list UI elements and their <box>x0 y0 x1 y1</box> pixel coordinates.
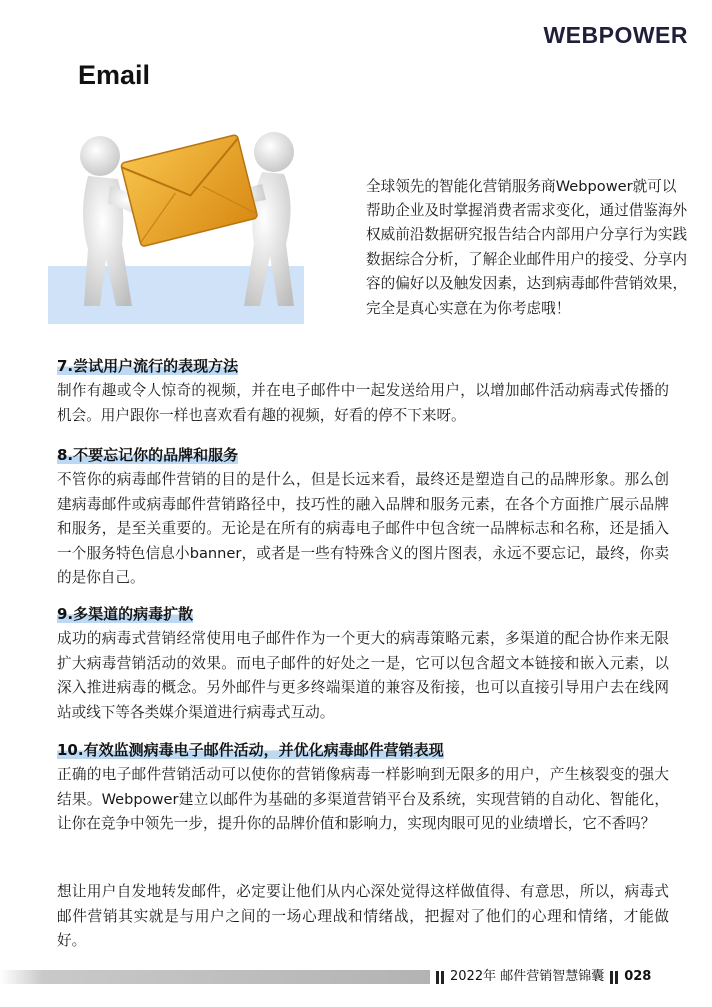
intro-paragraph: 全球领先的智能化营销服务商Webpower就可以帮助企业及时掌握消费者需求变化，通过借鉴海外权威前沿数据研究报告结合内部用户分享行为实践数据综合分析，了解企业邮件用户的接受、分享内容的偏好以及触发因素，达到病毒邮件营销效果，完全是真心实意在为你考虑哦！ <box>366 177 688 317</box>
section-heading: 10.有效监测病毒电子邮件活动，并优化病毒邮件营销表现 <box>57 741 444 759</box>
section-7 <box>57 354 669 428</box>
section-9 <box>57 602 669 725</box>
section-body: 制作有趣或令人惊奇的视频，并在电子邮件中一起发送给用户，以增加邮件活动病毒式传播的机会。用户跟你一样也喜欢看有趣的视频，好看的停不下来呀。 <box>57 382 669 424</box>
section-8 <box>57 443 669 591</box>
section-body: 正确的电子邮件营销活动可以使你的营销像病毒一样影响到无限多的用户，产生核裂变的强大结果。Webpower建立以邮件为基础的多渠道营销平台及系统，实现营销的自动化、智能化，让你在竞争中领先一步，提升你的品牌价值和影响力，实现肉眼可见的业绩增长，它不香吗？ <box>57 766 669 833</box>
email-title-word: Email <box>78 60 151 90</box>
section-body: 成功的病毒式营销经常使用电子邮件作为一个更大的病毒策略元素，多渠道的配合协作来无限扩大病毒营销活动的效果。而电子邮件的好处之一是，它可以包含超文本链接和嵌入元素，以深入推进病毒的概念。另外邮件与更多终端渠道的兼容及衔接，也可以直接引导用户去在线网站或线下等各类媒介渠道进行病毒式互动。 <box>57 630 669 721</box>
email-illustration <box>48 44 304 324</box>
section-10 <box>57 738 669 837</box>
section-heading: 7.尝试用户流行的表现方法 <box>57 357 239 375</box>
footer-gradient-band <box>0 970 430 984</box>
section-body: 不管你的病毒邮件营销的目的是什么，但是长远来看，最终还是塑造自己的品牌形象。那么创建病毒邮件或病毒邮件营销路径中，技巧性的融入品牌和服务元素，在各个方面推广展示品牌和服务，是至关重要的。无论是在所有的病毒电子邮件中包含统一品牌标志和名称，还是插入一个服务特色信息小banner，或者是一些有特殊含义的图片图表，永远不要忘记，最终，你卖的是你自己。 <box>57 471 669 587</box>
page-number: 028 <box>624 969 652 984</box>
footer-title: 2022年 邮件营销智慧锦囊 <box>450 969 605 984</box>
page-footer <box>0 964 712 990</box>
closing-section <box>57 880 669 954</box>
section-heading: 8.不要忘记你的品牌和服务 <box>57 446 239 464</box>
footer-label <box>436 966 651 988</box>
section-heading: 9.多渠道的病毒扩散 <box>57 605 194 623</box>
closing-paragraph: 想让用户自发地转发邮件，必定要让他们从内心深处觉得这样做值得、有意思，所以，病毒式邮件营销其实就是与用户之间的一场心理战和情绪战，把握对了他们的心理和情绪，才能做好。 <box>57 883 669 950</box>
footer-bars-icon <box>436 971 444 984</box>
brand-logo-text: WEBPOWER <box>543 22 688 48</box>
footer-bars-icon <box>610 971 618 984</box>
